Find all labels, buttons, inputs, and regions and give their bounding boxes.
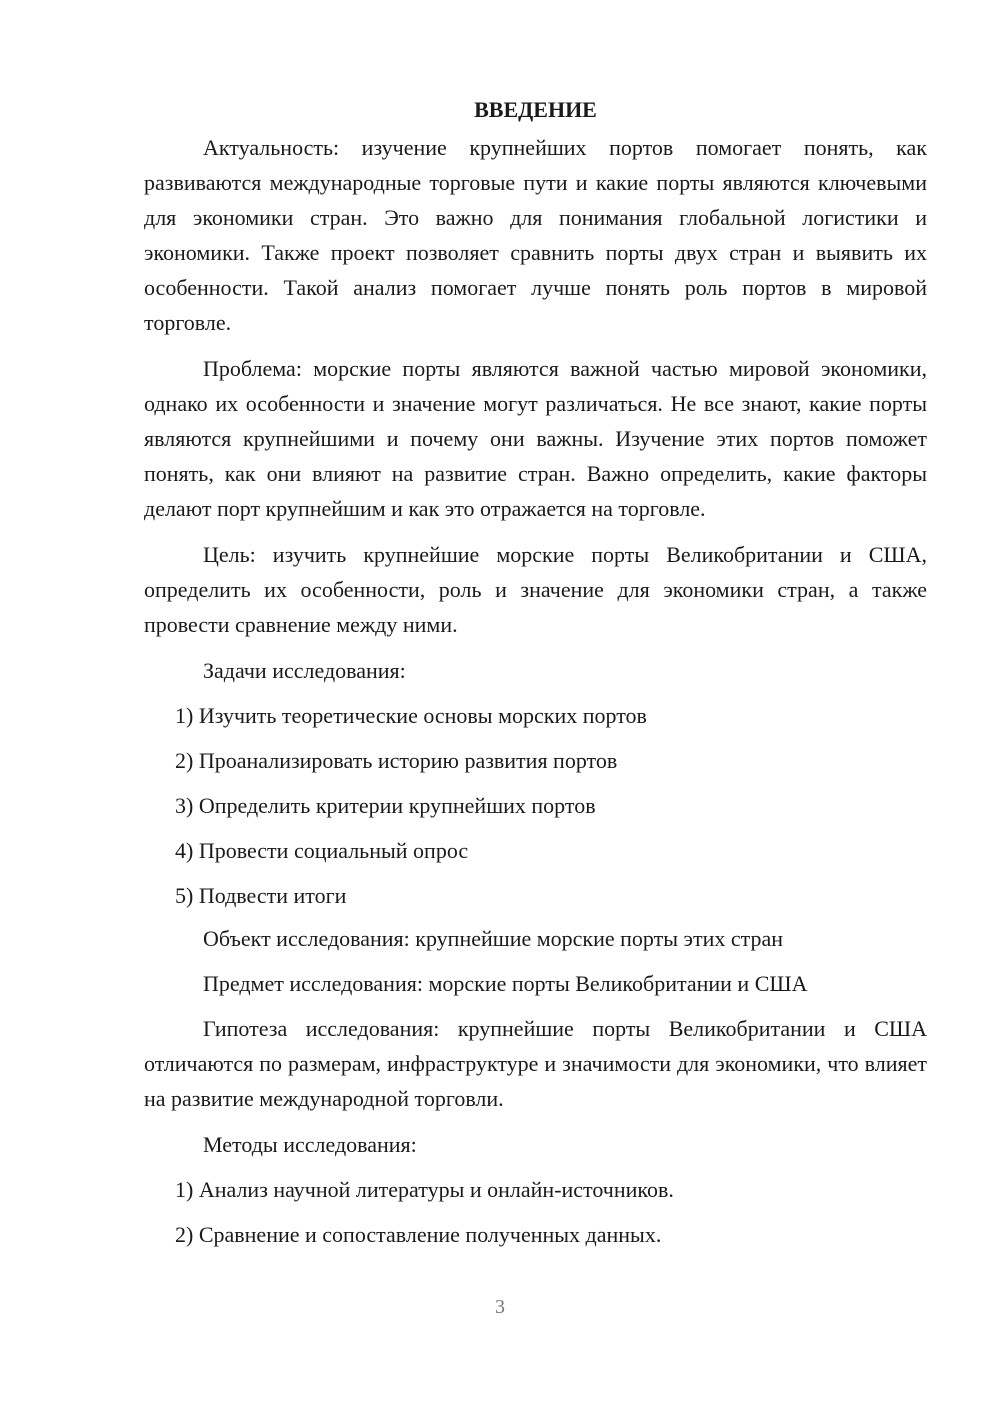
task-item: 5) Подвести итоги xyxy=(175,883,347,908)
goal-paragraph: Цель: изучить крупнейшие морские порты Великобритании и США, определить их особенности, роль и значение для экономики стран, а также провести сравнение между ними. xyxy=(144,542,927,637)
method-item: 1) Анализ научной литературы и онлайн-источников. xyxy=(175,1177,674,1202)
task-item: 4) Провести социальный опрос xyxy=(175,838,469,863)
task-item: 2) Проанализировать историю развития портов xyxy=(175,748,618,773)
task-item: 3) Определить критерии крупнейших портов xyxy=(175,793,596,818)
relevance-paragraph: Актуальность: изучение крупнейших портов помогает понять, как развиваются международные торговые пути и какие порты являются ключевыми для экономики стран. Это важно для понимания глобальной логистики и экономики. Также проект позволяет сравнить порты двух стран и выявить их особенности. Такой анализ помогает лучше понять роль портов в мировой торговле. xyxy=(144,135,927,335)
tasks-heading: Задачи исследования: xyxy=(203,658,406,683)
object-line: Объект исследования: крупнейшие морские порты этих стран xyxy=(203,926,784,951)
task-item: 1) Изучить теоретические основы морских портов xyxy=(175,703,647,728)
problem-paragraph: Проблема: морские порты являются важной частью мировой экономики, однако их особенности и значение могут различаться. Не все знают, какие порты являются крупнейшими и почему они важны. Изучение этих портов поможет понять, как они влияют на развитие стран. Важно определить, какие факторы делают порт крупнейшим и как это отражается на торговле. xyxy=(144,356,927,521)
page-number: 3 xyxy=(495,1296,505,1318)
method-item: 2) Сравнение и сопоставление полученных данных. xyxy=(175,1222,662,1247)
hypothesis-paragraph: Гипотеза исследования: крупнейшие порты Великобритании и США отличаются по размерам, инфраструктуре и значимости для экономики, что влияет на развитие международной торговли. xyxy=(144,1016,927,1111)
subject-line: Предмет исследования: морские порты Великобритании и США xyxy=(203,971,808,996)
methods-heading: Методы исследования: xyxy=(203,1132,417,1157)
page-title: ВВЕДЕНИЕ xyxy=(474,97,597,122)
document-page xyxy=(144,92,927,1262)
